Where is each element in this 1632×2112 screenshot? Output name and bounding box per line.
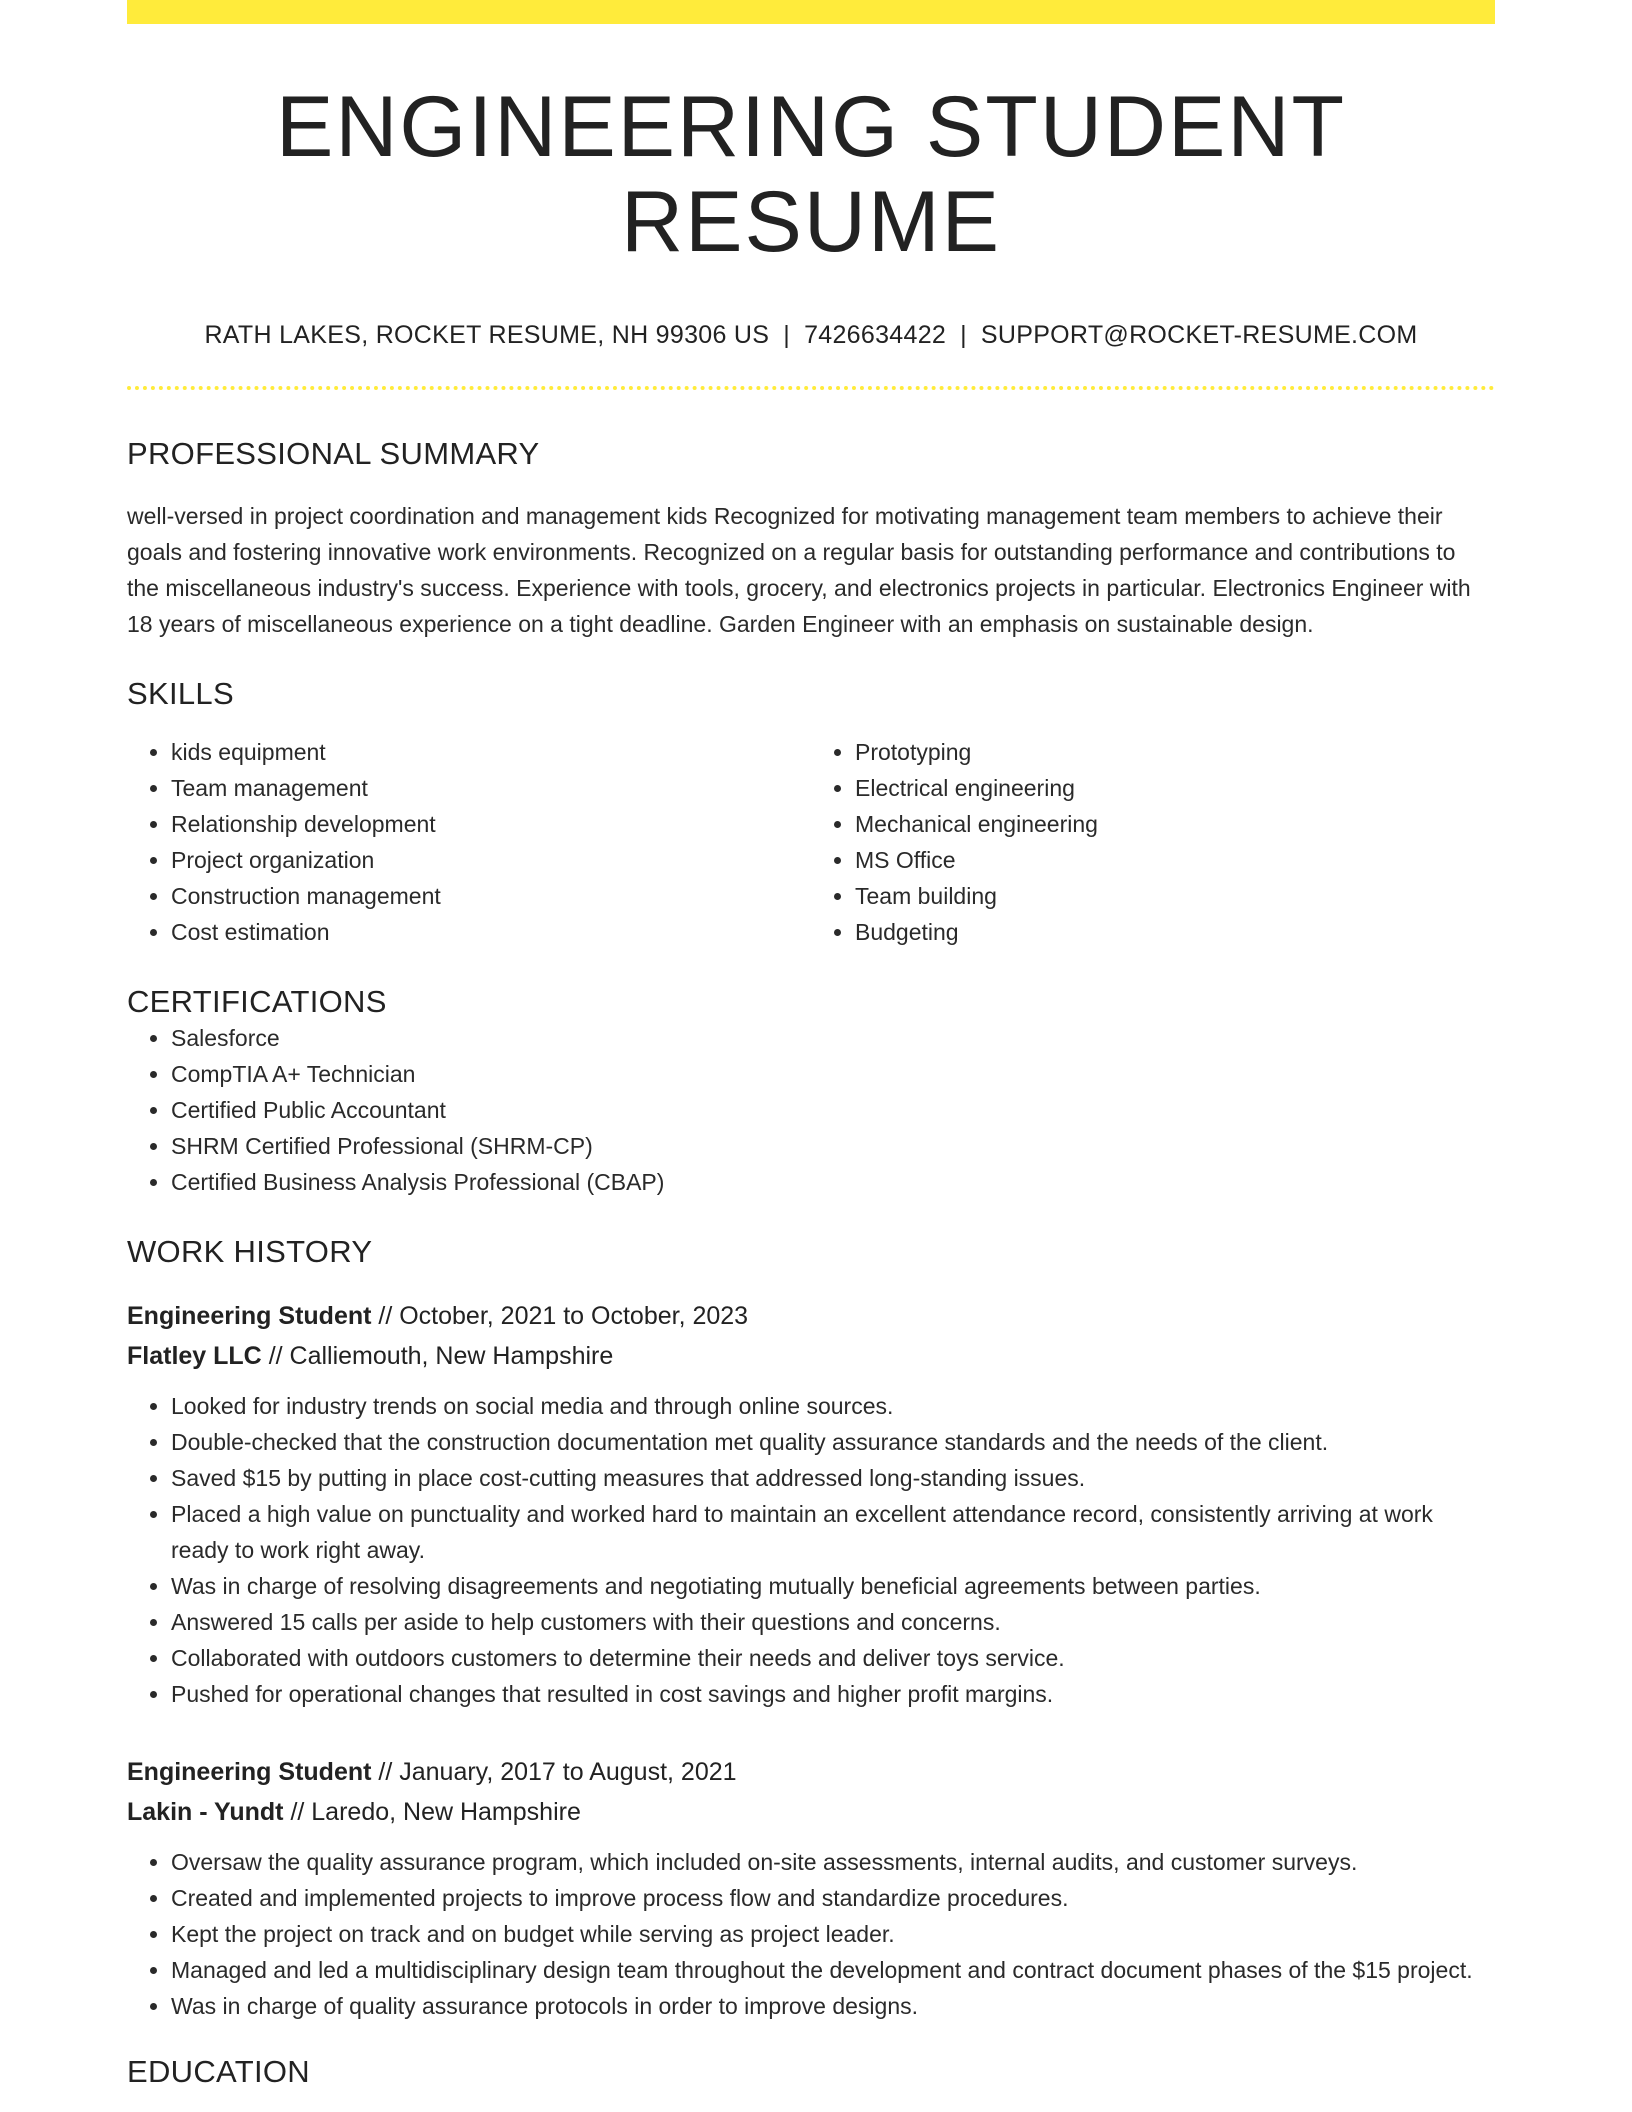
job-company: Lakin - Yundt xyxy=(127,1798,284,1827)
certification-item: • SHRM Certified Professional (SHRM-CP) xyxy=(171,1128,1495,1164)
contact-line xyxy=(127,321,1495,350)
job-company-line xyxy=(127,1336,1495,1376)
certifications-list xyxy=(127,1020,1495,1200)
contact-email: SUPPORT@ROCKET-RESUME.COM xyxy=(980,321,1418,350)
job-entry xyxy=(127,1296,1495,1712)
job-bullet: • Pushed for operational changes that resulted in cost savings and higher profit margins. xyxy=(171,1676,1495,1712)
skills-column-left xyxy=(127,734,811,950)
job-bullet: • Created and implemented projects to improve process flow and standardize procedures. xyxy=(171,1880,1495,1916)
job-location: // Calliemouth, New Hampshire xyxy=(261,1342,614,1371)
skills-list xyxy=(127,734,1495,950)
job-company-line xyxy=(127,1792,1495,1832)
skill-item: • Prototyping xyxy=(855,734,1495,770)
dotted-divider xyxy=(127,386,1495,390)
resume-page xyxy=(127,0,1495,2090)
job-location: // Laredo, New Hampshire xyxy=(283,1798,581,1827)
certification-item: • Certified Public Accountant xyxy=(171,1092,1495,1128)
job-title: Engineering Student xyxy=(127,1302,372,1331)
job-bullet: • Was in charge of resolving disagreements and negotiating mutually beneficial agreements between parties. xyxy=(171,1568,1495,1604)
job-bullet: • Double-checked that the construction documentation met quality assurance standards and the needs of the client. xyxy=(171,1424,1495,1460)
skill-item: • Team management xyxy=(171,770,811,806)
skill-item: • Team building xyxy=(855,878,1495,914)
skill-item: • Mechanical engineering xyxy=(855,806,1495,842)
job-bullet: • Saved $15 by putting in place cost-cutting measures that addressed long-standing issues. xyxy=(171,1460,1495,1496)
job-title-line xyxy=(127,1752,1495,1792)
skill-item: • Cost estimation xyxy=(171,914,811,950)
certification-item: • Certified Business Analysis Professional (CBAP) xyxy=(171,1164,1495,1200)
job-bullet: • Oversaw the quality assurance program, which included on-site assessments, internal audits, and customer surveys. xyxy=(171,1844,1495,1880)
job-bullets xyxy=(127,1844,1495,2024)
job-dates: // January, 2017 to August, 2021 xyxy=(371,1758,737,1787)
top-accent-bar xyxy=(127,0,1495,24)
skills-column-right xyxy=(811,734,1495,950)
contact-separator: | xyxy=(783,321,791,350)
summary-heading: PROFESSIONAL SUMMARY xyxy=(127,436,540,472)
certifications-heading: CERTIFICATIONS xyxy=(127,984,387,1020)
job-bullet: • Kept the project on track and on budget while serving as project leader. xyxy=(171,1916,1495,1952)
skill-item: • Construction management xyxy=(171,878,811,914)
job-bullet: • Collaborated with outdoors customers to determine their needs and deliver toys service. xyxy=(171,1640,1495,1676)
certification-item: • Salesforce xyxy=(171,1020,1495,1056)
skill-item: • Electrical engineering xyxy=(855,770,1495,806)
certification-item: • CompTIA A+ Technician xyxy=(171,1056,1495,1092)
job-company: Flatley LLC xyxy=(127,1342,262,1371)
job-bullet: • Was in charge of quality assurance protocols in order to improve designs. xyxy=(171,1988,1495,2024)
job-title: Engineering Student xyxy=(127,1758,372,1787)
contact-address: RATH LAKES, ROCKET RESUME, NH 99306 US xyxy=(204,321,770,350)
job-bullet: • Placed a high value on punctuality and worked hard to maintain an excellent attendance record, consistently arriving at work ready to work right away. xyxy=(171,1496,1495,1568)
skill-item: • Project organization xyxy=(171,842,811,878)
summary-text: well-versed in project coordination and management kids Recognized for motivating management team members to achieve their goals and fostering innovative work environments. Recognized on a regular basis for outstanding performance and contributions to the miscellaneous industry's success. Experience with tools, grocery, and electronics projects in particular. Electronics Engineer with 18 years of miscellaneous experience on a tight deadline. Garden Engineer with an emphasis on sustainable design. xyxy=(127,503,1471,638)
skill-item: • kids equipment xyxy=(171,734,811,770)
job-bullets xyxy=(127,1388,1495,1712)
job-bullet: • Managed and led a multidisciplinary design team throughout the development and contract document phases of the $15 project. xyxy=(171,1952,1495,1988)
skill-item: • Relationship development xyxy=(171,806,811,842)
skill-item: • Budgeting xyxy=(855,914,1495,950)
skills-heading: SKILLS xyxy=(127,676,234,712)
resume-title: ENGINEERING STUDENT RESUME xyxy=(275,79,1347,270)
education-heading: EDUCATION xyxy=(127,2054,310,2090)
contact-phone: 7426634422 xyxy=(804,321,947,350)
skill-item: • MS Office xyxy=(855,842,1495,878)
job-entry xyxy=(127,1752,1495,2024)
job-dates: // October, 2021 to October, 2023 xyxy=(371,1302,749,1331)
work-history-heading: WORK HISTORY xyxy=(127,1234,373,1270)
contact-separator: | xyxy=(960,321,967,350)
job-title-line xyxy=(127,1296,1495,1336)
job-bullet: • Looked for industry trends on social media and through online sources. xyxy=(171,1388,1495,1424)
job-bullet: • Answered 15 calls per aside to help customers with their questions and concerns. xyxy=(171,1604,1495,1640)
